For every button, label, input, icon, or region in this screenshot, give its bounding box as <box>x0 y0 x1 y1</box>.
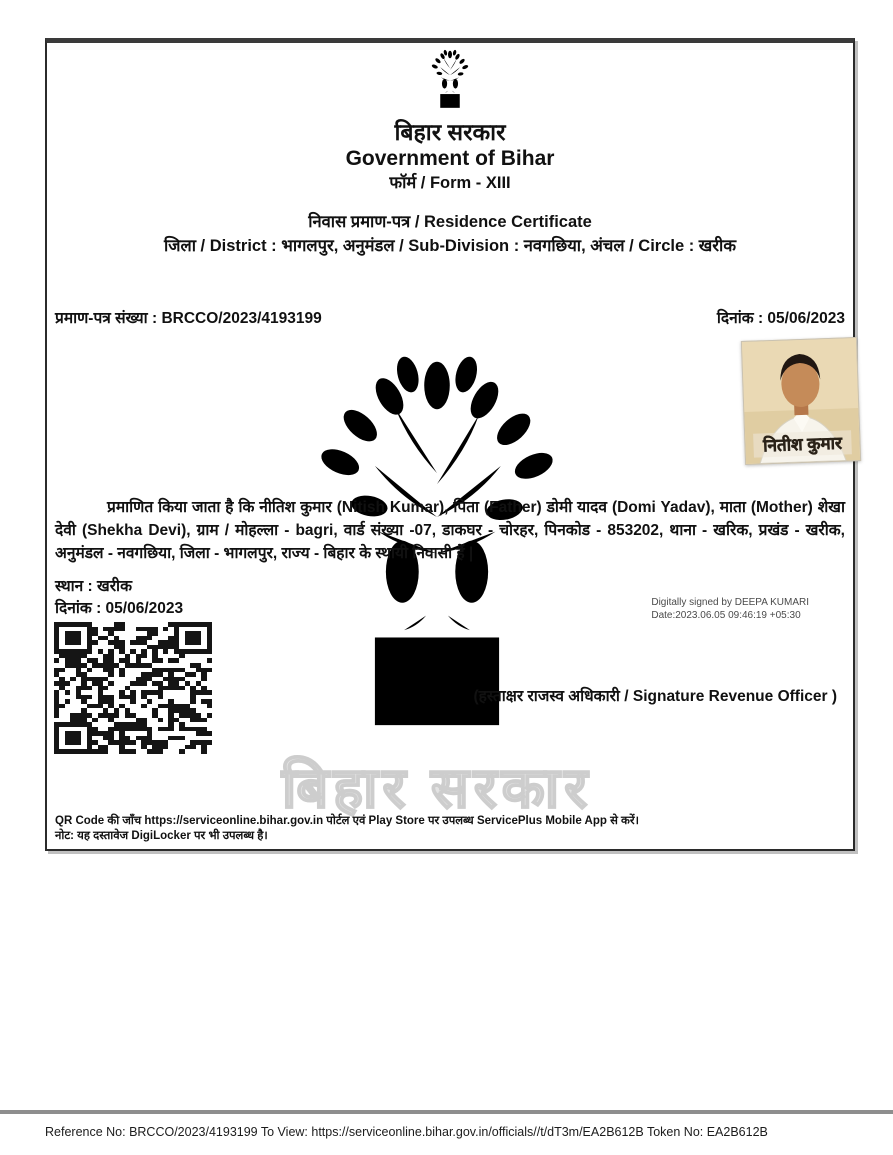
district-subdivision-circle-line: जिला / District : भागलपुर, अनुमंडल / Sub-Division : नवगछिया, अंचल / Circle : खरीक <box>164 237 736 255</box>
certificate-notes <box>55 814 845 844</box>
certificate-number-label: प्रमाण-पत्र संख्या : <box>55 310 158 327</box>
certificate-date-value: 05/06/2023 <box>767 310 845 327</box>
revenue-officer-signature-line: (हस्ताक्षर राजस्व अधिकारी / Signature Revenue Officer ) <box>473 688 837 705</box>
place-value: खरीक <box>97 578 132 595</box>
issue-date-line <box>55 596 183 618</box>
footer-divider <box>0 1110 893 1114</box>
digital-signature-line1: Digitally signed by DEEPA KUMARI <box>651 597 809 608</box>
certificate-header <box>47 43 853 258</box>
org-name-english: Government of Bihar <box>345 147 555 170</box>
applicant-photo <box>741 337 861 465</box>
certificate-number <box>55 306 322 328</box>
qr-verification-note: QR Code की जाँच https://serviceonline.bihar.gov.in पोर्टल एवं Play Store पर उपलब्ध ServicePlus Mobile App से करें। <box>55 815 639 827</box>
org-name-hindi: बिहार सरकार <box>394 119 506 145</box>
form-number-line: फॉर्म / Form - XIII <box>389 174 511 192</box>
certificate-issue-date <box>717 306 845 328</box>
footer-reference-line: Reference No: BRCCO/2023/4193199 To View: https://serviceonline.bihar.gov.in/officials//t/dT3m/EA2B612B Token No: EA2B612B <box>45 1125 768 1139</box>
qr-code <box>52 620 214 756</box>
certificate-body-text: प्रमाणित किया जाता है कि नीतिश कुमार (Nitish Kumar), पिता (Father) डोमी यादव (Domi Yadav), माता (Mother) शेखा देवी (Shekha Devi), ग्राम / मोहल्ला - bagri, वार्ड संख्या -07, डाकघर - चोरहर, पिनकोड - 853202, थाना - खरिक, प्रखंड - खरीक, अनुमंडल - नवगछिया, जिला - भागलपुर, राज्य - बिहार के स्थायी निवासी हैं | <box>55 498 845 562</box>
bihar-government-emblem-icon <box>408 47 492 113</box>
issue-date-label: दिनांक : <box>55 600 102 617</box>
issue-place-line <box>55 574 132 596</box>
photo-handwritten-name: नितीश कुमार <box>762 433 843 456</box>
certificate-date-label: दिनांक : <box>716 310 764 327</box>
digital-signature-block <box>651 596 809 622</box>
certificate-title: निवास प्रमाण-पत्र / Residence Certificate <box>308 213 592 231</box>
watermark-text: बिहार सरकार <box>281 756 593 819</box>
residence-certificate <box>45 38 855 851</box>
place-label: स्थान : <box>55 578 93 595</box>
issue-date-value: 05/06/2023 <box>105 600 184 617</box>
watermark <box>207 338 667 824</box>
certificate-number-value: BRCCO/2023/4193199 <box>161 310 322 327</box>
digital-signature-line2: Date:2023.06.05 09:46:19 +05:30 <box>651 610 801 621</box>
certificate-meta-row <box>55 306 845 328</box>
digilocker-note: नोट: यह दस्तावेज DigiLocker पर भी उपलब्ध है। <box>55 830 268 842</box>
qr-code-pattern <box>54 622 212 754</box>
applicant-portrait-image <box>742 338 860 464</box>
